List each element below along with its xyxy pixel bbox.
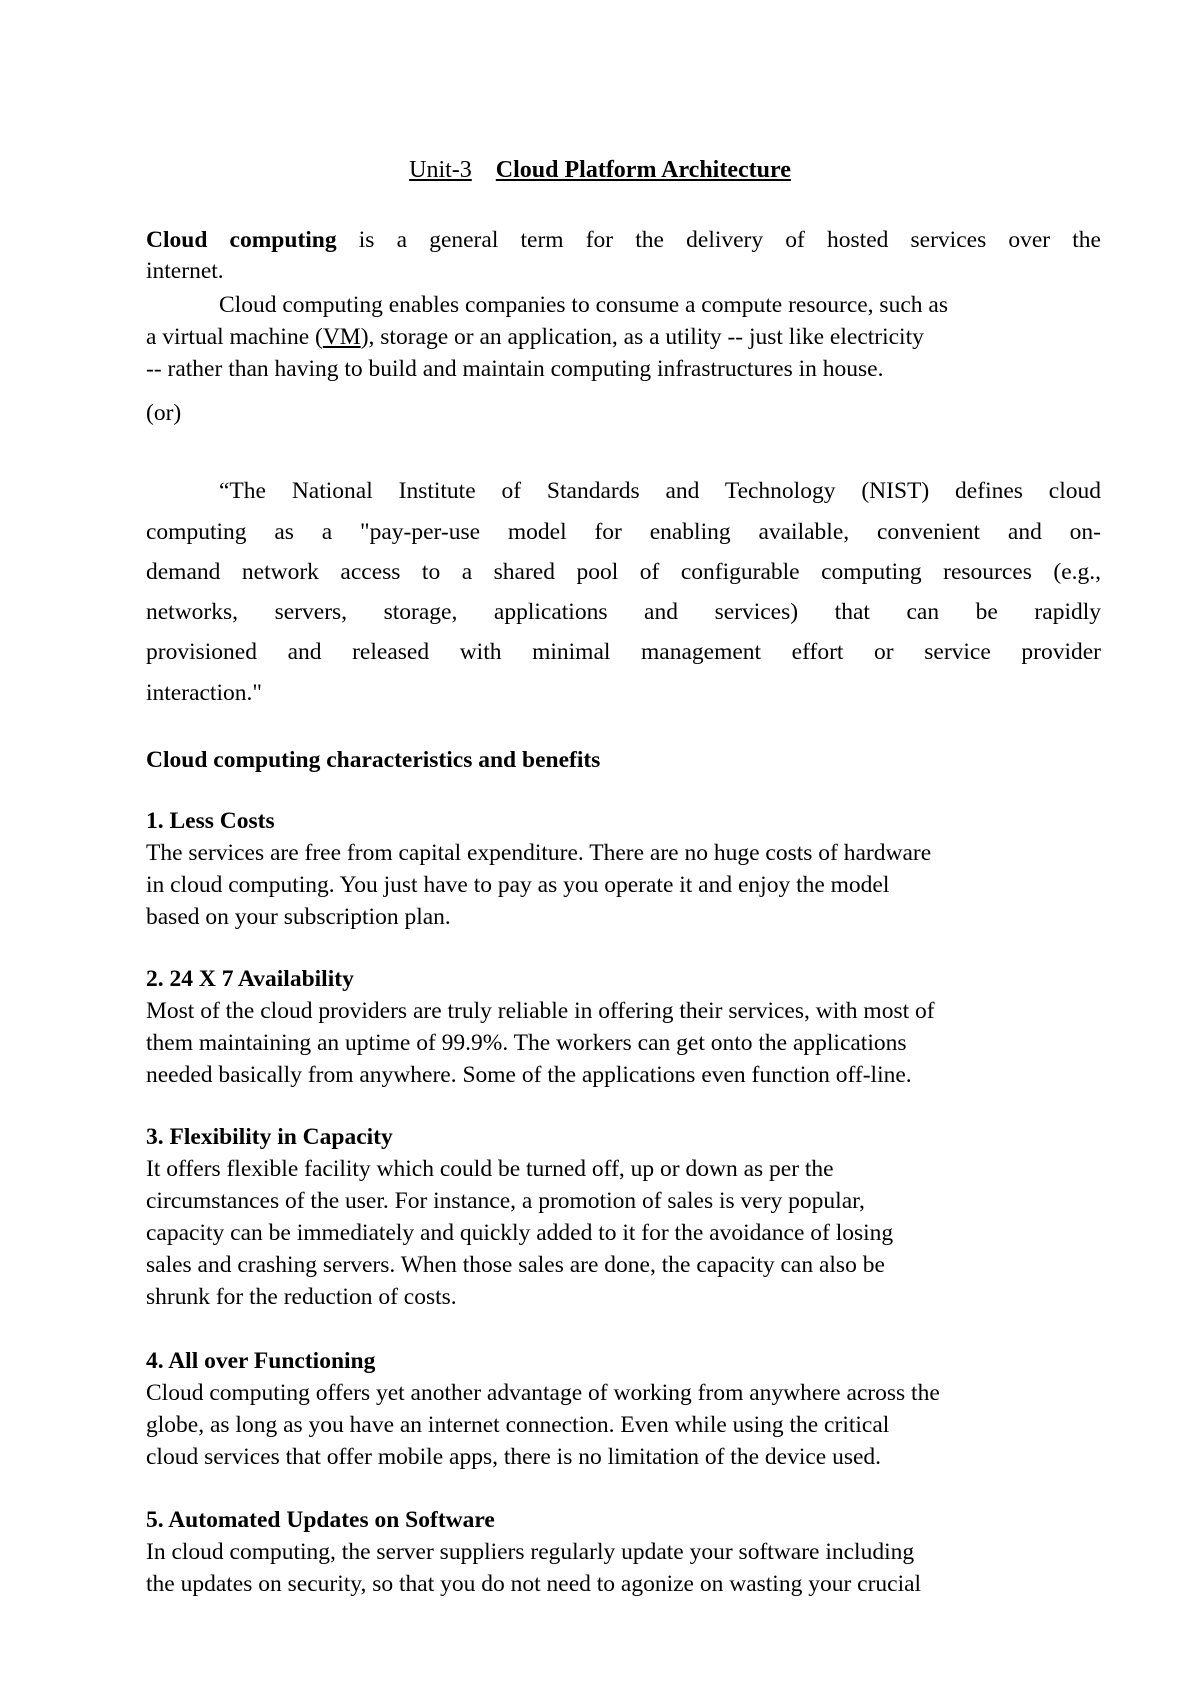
intro-line-4 xyxy=(146,322,924,352)
benefit-5-heading: 5. Automated Updates on Software xyxy=(146,1507,495,1533)
benefit-2-heading: 2. 24 X 7 Availability xyxy=(146,966,354,992)
benefit-3-line-3: capacity can be immediately and quickly added to it for the avoidance of losing xyxy=(146,1220,894,1246)
nist-line-5: provisioned and released with minimal management effort or service provider xyxy=(146,639,1101,665)
unit-label: Unit-3 xyxy=(409,157,472,183)
benefit-4-line-1: Cloud computing offers yet another advantage of working from anywhere across the xyxy=(146,1380,940,1406)
nist-line-4: networks, servers, storage, applications and services) that can be rapidly xyxy=(146,599,1101,625)
intro-line-1-text: is a general term for the delivery of hosted services over the xyxy=(358,227,1101,253)
benefit-2-line-2: them maintaining an uptime of 99.9%. The workers can get onto the applications xyxy=(146,1030,907,1056)
intro-line-4a: a virtual machine ( xyxy=(146,324,323,350)
nist-line-1: “The National Institute of Standards and Technology (NIST) defines cloud xyxy=(219,478,1101,504)
nist-line-3: demand network access to a shared pool of configurable computing resources (e.g., xyxy=(146,559,1101,585)
benefit-3-line-1: It offers flexible facility which could be turned off, up or down as per the xyxy=(146,1156,834,1182)
intro-line-5: -- rather than having to build and maintain computing infrastructures in house. xyxy=(146,356,884,382)
nist-line-2: computing as a "pay-per-use model for enabling available, convenient and on- xyxy=(146,519,1101,545)
benefit-2-line-3: needed basically from anywhere. Some of the applications even function off-line. xyxy=(146,1062,912,1088)
benefit-4-line-2: globe, as long as you have an internet connection. Even while using the critical xyxy=(146,1412,890,1438)
title-heading: Cloud Platform Architecture xyxy=(495,157,791,183)
benefit-2-line-1: Most of the cloud providers are truly reliable in offering their services, with most of xyxy=(146,998,935,1024)
nist-line-6: interaction." xyxy=(146,680,262,706)
benefit-5-line-1: In cloud computing, the server suppliers regularly update your software including xyxy=(146,1539,915,1565)
benefit-1-line-2: in cloud computing. You just have to pay as you operate it and enjoy the model xyxy=(146,872,890,898)
benefit-4-line-3: cloud services that offer mobile apps, there is no limitation of the device used. xyxy=(146,1444,882,1470)
benefit-3-line-2: circumstances of the user. For instance, a promotion of sales is very popular, xyxy=(146,1188,865,1214)
benefit-4-heading: 4. All over Functioning xyxy=(146,1348,376,1374)
benefit-3-heading: 3. Flexibility in Capacity xyxy=(146,1124,393,1150)
or-separator: (or) xyxy=(146,400,182,426)
benefit-1-line-3: based on your subscription plan. xyxy=(146,904,451,930)
benefit-3-line-4: sales and crashing servers. When those sales are done, the capacity can also be xyxy=(146,1252,885,1278)
benefit-1-heading: 1. Less Costs xyxy=(146,808,275,834)
intro-term: Cloud computing xyxy=(146,227,337,253)
section-heading: Cloud computing characteristics and benefits xyxy=(146,747,601,773)
page-title xyxy=(0,155,1200,185)
benefit-3-line-5: shrunk for the reduction of costs. xyxy=(146,1284,457,1310)
benefit-1-line-1: The services are free from capital expenditure. There are no huge costs of hardware xyxy=(146,840,932,866)
vm-abbreviation: VM xyxy=(322,324,361,350)
intro-line-4b: ), storage or an application, as a utility -- just like electricity xyxy=(360,324,924,350)
intro-line-2: internet. xyxy=(146,258,224,284)
benefit-5-line-2: the updates on security, so that you do not need to agonize on wasting your crucial xyxy=(146,1571,922,1597)
intro-line-1 xyxy=(146,225,1101,255)
intro-line-3: Cloud computing enables companies to consume a compute resource, such as xyxy=(219,292,948,318)
